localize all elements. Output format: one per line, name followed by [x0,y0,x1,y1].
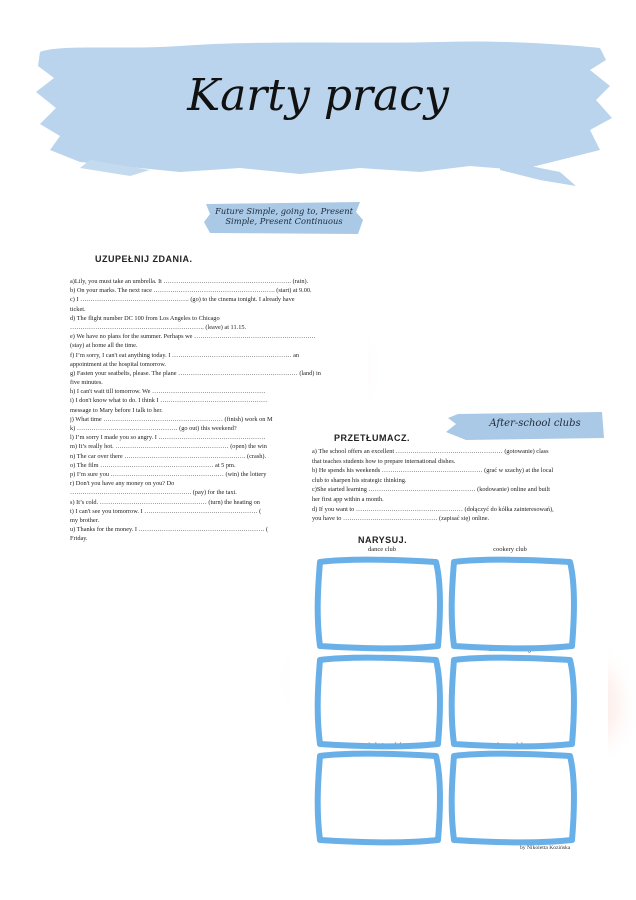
draw-heading: NARYSUJ. [358,535,408,545]
sentence-line: …………………………………………………. (pay) for the taxi. [70,489,237,497]
exercise-2-sentences [312,447,578,524]
complete-sentences-heading: UZUPEŁNIJ ZDANIA. [95,254,193,264]
author-credit: by Nikoletta Kozińska [520,845,571,851]
sentence-line: g) Fasten your seatbelts, please. The plane ………………………………………………… (land) in [70,369,321,377]
sentence-line: o) The film ……………………………………………… at 5 pm. [70,461,236,469]
sentence-line: c)She started learning …………………………………………… (kodowanie) online and built [312,486,551,494]
sentence-line: five minutes. [70,379,103,387]
sentence-line: d) If you want to …………………………………………… (dołączyć do kółka zainteresowań), [312,505,554,513]
sentence-line: u) Thanks for the money. I …………………………………………………… ( [70,526,269,534]
sentence-line: m) It’s really hot. ……………………………………………… (open) the win [70,443,267,451]
sentence-line: club to sharpen his strategic thinking. [312,476,407,484]
grammar-topic-tag [205,206,363,226]
sentence-line: r) Don't you have any money on you? Do [70,480,175,488]
club-label: arts and crafts club [357,645,407,652]
sentence-line: l) I’m sorry I made you so angry. I …………………………………………… [70,434,266,442]
sentence-line: ticket. [70,305,86,313]
sentence-line: e) We have no plans for the summer. Perhaps we …………………………………………………. [70,333,316,341]
drawing-frame[interactable] [446,654,578,750]
page-title: Karty pracy [187,70,449,121]
sentence-line: a) The school offers an excellent …………………………………………… (gotowanie) class [312,448,549,455]
sentence-line: d) The flight number DC 100 from Los Angeles to Chicago [70,314,220,322]
drawing-frame[interactable] [312,556,444,652]
drawing-frame[interactable] [312,654,444,750]
sentence-line: t) I can't see you tomorrow. I ……………………………………………… ( [70,507,262,515]
club-label: dance club [368,546,396,553]
club-label: indoor climbing [489,646,531,653]
club-label: web design club [360,742,404,749]
drawing-frame[interactable] [446,556,578,652]
sentence-line: message to Mary before I talk to her. [70,406,163,414]
sentence-line: appointment at the hospital tomorrow. [70,360,166,368]
sentence-line: h) I can't wait till tomorrow. We ……………………………………………… [70,388,266,396]
sentence-line: b) He spends his weekends ………………………………………… (grać w szachy) at the local [312,467,554,475]
sentence-line: (stay) at home all the time. [70,342,138,350]
club-label: drama club [495,742,525,749]
sentence-line: her first app within a month. [312,495,384,503]
sentence-line: k) ………………………………………… (go out) this weekend? [70,425,237,432]
sentence-line: my brother. [70,516,100,524]
club-label: cookery club [493,546,527,553]
sentence-line: f) I’m sorry, I can't eat anything today. I ………………………………………………… an [70,351,300,359]
sentence-line: Friday. [70,535,88,543]
sentence-line: a)Lily, you must take an umbrella. It ……………………………………………………. (rain). [70,278,309,285]
sentence-line: i) I don't know what to do. I think I …………………………………………… [70,397,268,405]
translate-heading: PRZETŁUMACZ. [334,433,410,443]
sentence-line: j) What time ………………………………………………… (finish) work on M [70,415,273,423]
tag-line-1: Future Simple, going to, Present [215,206,353,216]
sentence-line: p) I’m sure you ……………………………………………… (win) the lottery [70,470,267,478]
sentence-line: b) On your marks. The next race …………………………………………………. (start) at 9.00. [70,287,312,295]
sentence-line: that teaches students how to prepare international dishes. [312,457,456,465]
sentence-line: c) I ……………………………………………. (go) to the cinema tonight. I already have [70,296,295,304]
drawing-frame[interactable] [312,750,444,846]
sentence-line: you have to ……………………………………… (zapisać się) online. [312,515,490,523]
tag-line-2: Simple, Present Continuous [225,216,343,226]
club-topic-tag: After-school clubs [489,418,581,429]
drawing-frame[interactable] [446,750,578,846]
sentence-line: s) It’s cold. …………………………………………… (turn) the heating on [70,498,260,506]
sentence-line: n) The car over there …………………………………………………. (crash). [70,452,267,460]
sentence-line: ………………………………………………………. (leave) at 11.15. [70,323,247,331]
